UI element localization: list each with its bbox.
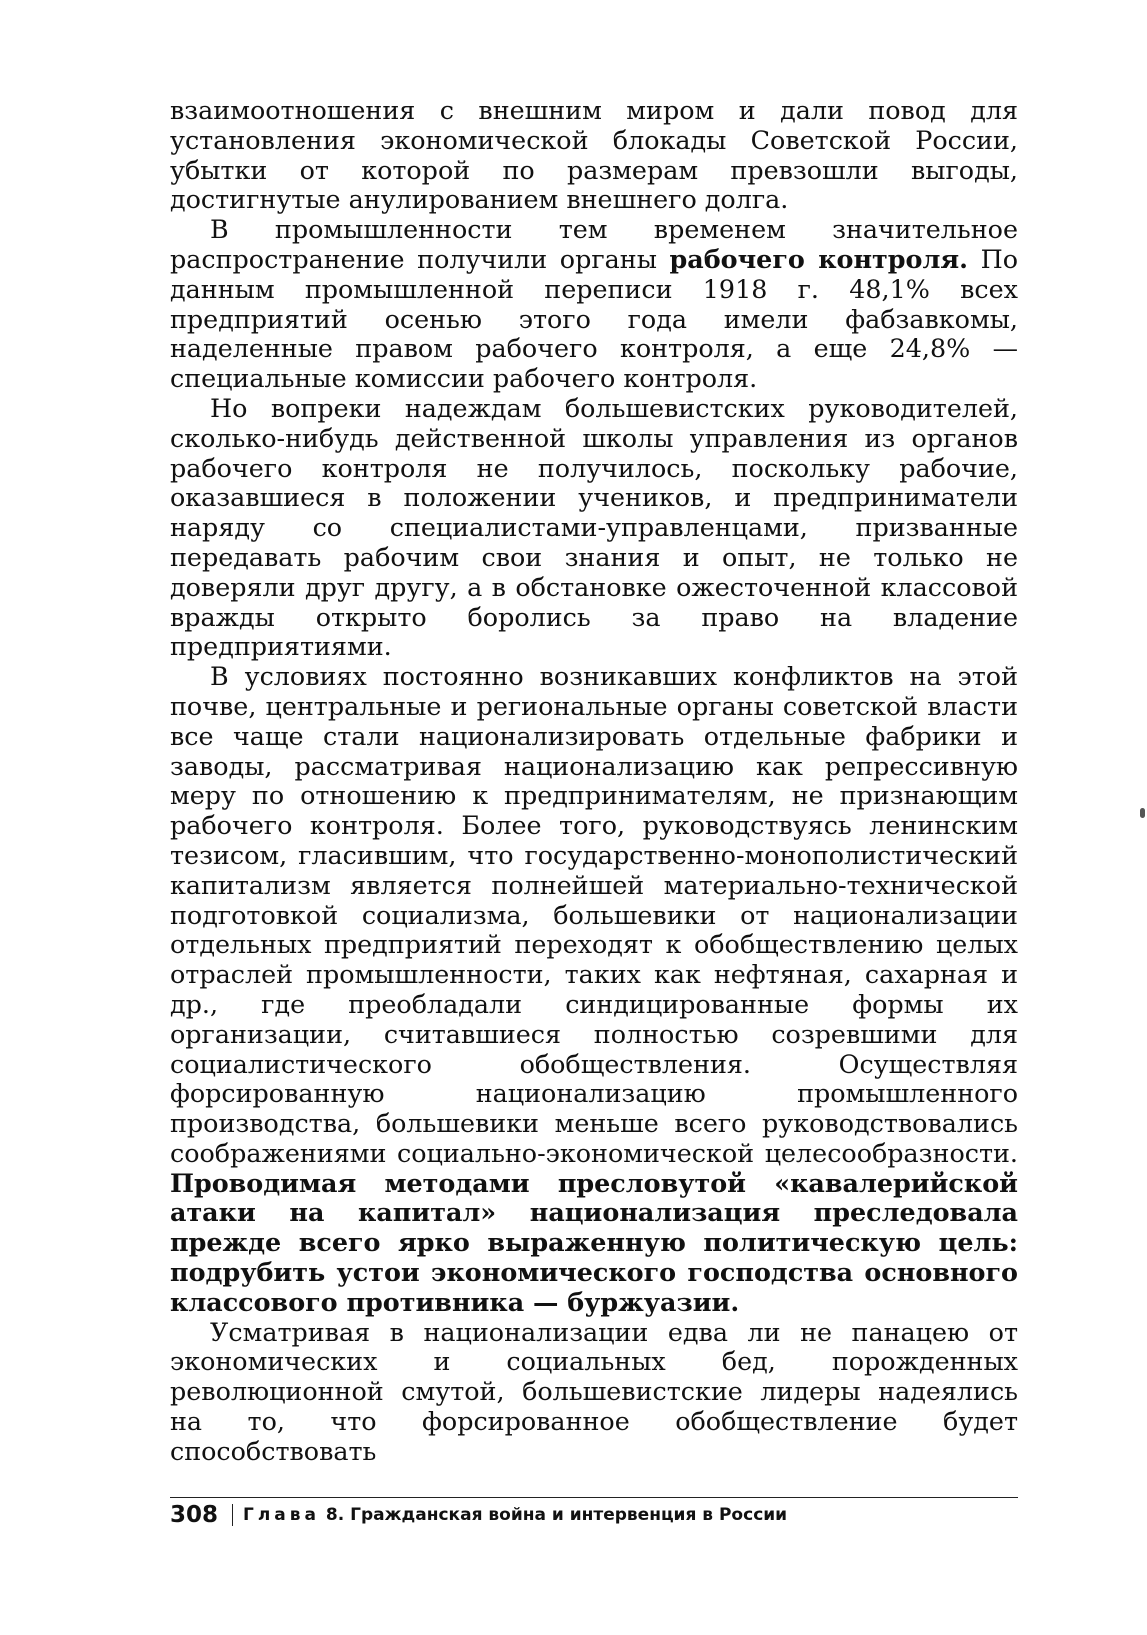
- bold-text: рабочего контроля.: [669, 243, 968, 274]
- bold-text: Проводимая методами пресловутой «кавалерийской атаки на капитал» национализация преследовала прежде всего ярко выраженную политическую цель: подрубить устои экономического господства основного классового противника — буржуазии.: [170, 1167, 1018, 1317]
- paragraph-p1: [170, 96, 1018, 215]
- text-run: В промышленности тем временем значительное распространение получили органы: [170, 214, 1018, 274]
- running-footer: [170, 1500, 787, 1530]
- text-run: В условиях постоянно возникавших конфликтов на этой почве, центральные и региональные органы советской власти все чаще стали национализировать отдельные фабрики и заводы, рассматривая национализацию как репрессивную меру по отношению к предпринимателям, не признающим рабочего контроля. Более того, руководствуясь ленинским тезисом, гласившим, что государственно-монополистический капитализм является полнейшей материально-технической подготовкой социализма, большевики от национализации отдельных предприятий переходят к обобществлению целых отраслей промышленности, таких как нефтяная, сахарная и др., где преобладали синдицированные формы их организации, считавшиеся полностью созревшими для социалистического обобществления. Осуществляя форсированную национализацию промышленного производства, большевики меньше всего руководствовались соображениями социально-экономической целесообразности.: [170, 661, 1018, 1168]
- text-run: По данным промышленной переписи 1918 г. 48,1% всех предприятий осенью этого года имели фабзавкомы, наделенные правом рабочего контроля, а еще 24,8% — специальные комиссии рабочего контроля.: [170, 243, 1019, 394]
- margin-scan-mark: [1140, 808, 1145, 818]
- body-text: [170, 96, 1018, 1467]
- page-number: 308: [170, 1502, 219, 1528]
- paragraph-p2: [170, 215, 1018, 394]
- footer-separator: [232, 1504, 233, 1526]
- footer-divider: [170, 1497, 1018, 1498]
- text-run: Но вопреки надеждам большевистских руководителей, сколько-нибудь действенной школы управления из органов рабочего контроля не получилось, поскольку рабочие, оказавшиеся в положении учеников, и предприниматели наряду со специалистами-управленцами, призванные передавать рабочим свои знания и опыт, не только не доверяли друг другу, а в обстановке ожесточенной классовой вражды открыто боролись за право на владение предприятиями.: [170, 392, 1018, 662]
- chapter-title: 8. Гражданская война и интервенция в России: [320, 1505, 788, 1525]
- paragraph-p3: [170, 394, 1018, 662]
- chapter-heading: [243, 1505, 787, 1525]
- text-run: взаимоотношения с внешним миром и дали повод для установления экономической блокады Советской России, убытки от которой по размерам превзошли выгоды, достигнутые анулированием внешнего долга.: [170, 95, 1018, 215]
- text-run: Усматривая в национализации едва ли не панацею от экономических и социальных бед, порожденных революционной смутой, большевистские лидеры надеялись на то, что форсированное обобществление будет способствовать: [170, 1316, 1018, 1466]
- paragraph-p5: [170, 1318, 1018, 1467]
- paragraph-p4: [170, 662, 1018, 1318]
- chapter-word: Глава: [243, 1505, 321, 1525]
